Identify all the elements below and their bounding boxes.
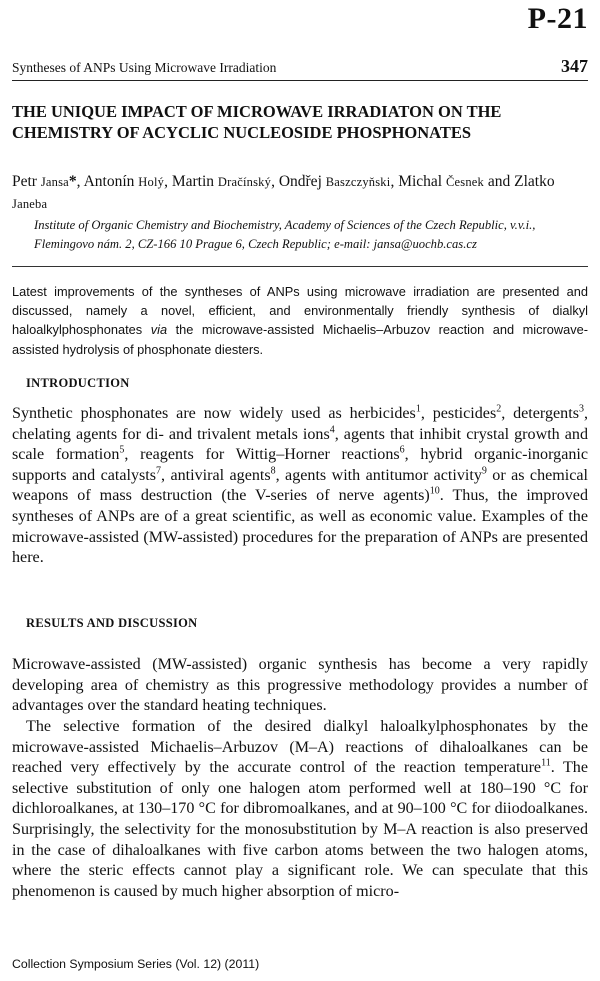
abstract: Latest improvements of the syntheses of ANPs using microwave irradiation are presented and discussed, namely a novel, efficient, and environmentally friendly synthesis of dialkyl haloalkylphosphonates via the microwave-assisted Michaelis–Arbuzov reaction and microwave-assisted hydrolysis of phosphonate diesters. xyxy=(12,284,588,357)
citation-superscript: 10 xyxy=(429,486,440,498)
citation-superscript: 5 xyxy=(119,444,125,456)
article-title: THE UNIQUE IMPACT OF MICROWAVE IRRADIATON ON THE CHEMISTRY OF ACYCLIC NUCLEOSIDE PHOSPHONATES xyxy=(12,102,502,142)
journal-footer: Collection Symposium Series (Vol. 12) (2011) xyxy=(12,957,260,971)
running-title: Syntheses of ANPs Using Microwave Irradiation xyxy=(12,60,277,75)
author: Ondřej Baszczyňski xyxy=(278,173,391,190)
page-number: 347 xyxy=(561,56,588,76)
affiliation: Institute of Organic Chemistry and Biochemistry, Academy of Sciences of the Czech Republic, v.v.i., Flemingovo nám. 2, CZ-166 10 Prague 6, Czech Republic; e-mail: jansa@uochb.cas.cz xyxy=(34,218,536,251)
author: Michal Česnek xyxy=(398,173,484,190)
author-list: Petr Jansa*, Antonín Holý, Martin Dračínský, Ondřej Baszczyňski, Michal Česnek and Zlatko Janeba xyxy=(12,173,555,211)
citation-superscript: 7 xyxy=(156,465,162,477)
results-heading: RESULTS AND DISCUSSION xyxy=(26,616,198,630)
author: Antonín Holý xyxy=(83,173,165,190)
citation-superscript: 9 xyxy=(481,465,487,477)
running-head xyxy=(12,56,588,81)
page-code: P-21 xyxy=(527,2,588,35)
citation-superscript: 3 xyxy=(578,403,584,415)
citation-superscript: 6 xyxy=(399,444,405,456)
author: Zlatko Janeba xyxy=(12,173,555,211)
citation-superscript: 11 xyxy=(541,757,551,769)
citation-superscript: 2 xyxy=(496,403,502,415)
citation-superscript: 8 xyxy=(270,465,276,477)
results-paragraph-1: Microwave-assisted (MW-assisted) organic synthesis has become a very rapidly developing area of chemistry as this progressive methodology provides a number of advantages over the standard heating techniques. xyxy=(12,656,588,715)
introduction-paragraph: Synthetic phosphonates are now widely used as herbicides$^1$, pesticides$^2$, detergents$^3$, chelating agents for di- and trivalent metals ions$^4$, agents that inhibit crystal growth and scale formation$^5$, reagents for Wittig–Horner reactions$^6$, hybrid organic-inorganic supports and catalysts$^7$, antiviral agents$^8$, agents with antitumor activity$^9$ or as chemical weapons of mass destruction (the V-series of nerve agents)$^{10}$. Thus, the improved syntheses of ANPs are of a great scientific, as well as economic value. Examples of the microwave-assisted (MW-assisted) procedures for the preparation of ANPs are presented here. xyxy=(12,403,589,567)
author: Petr Jansa* xyxy=(12,173,77,190)
author: Martin Dračínský xyxy=(171,173,272,190)
citation-superscript: 1 xyxy=(415,403,421,415)
results-paragraph-2: The selective formation of the desired dialkyl haloalkylphosphonates by the microwave-assisted Michaelis–Arbuzov (M–A) reactions of dihaloalkanes can be reached very effectively by the accurate control of the reaction temperature$^{11}$. The selective substitution of only one halogen atom performed well at 180–190 °C for dichloroalkanes, at 130–170 °C for dibromoalkanes, and at 90–100 °C for diiodoalkanes. Surprisingly, the selectivity for the monosubstitution by M–A reaction is also preserved in the case of dihaloalkanes with five carbon atoms between the two halogen atoms, where the steric effects cannot play a significant role. We can speculate that this phenomenon is caused by much higher absorption of micro- xyxy=(12,718,588,900)
citation-superscript: 4 xyxy=(329,424,335,436)
abstract-divider xyxy=(12,266,588,267)
introduction-heading: INTRODUCTION xyxy=(26,376,130,390)
